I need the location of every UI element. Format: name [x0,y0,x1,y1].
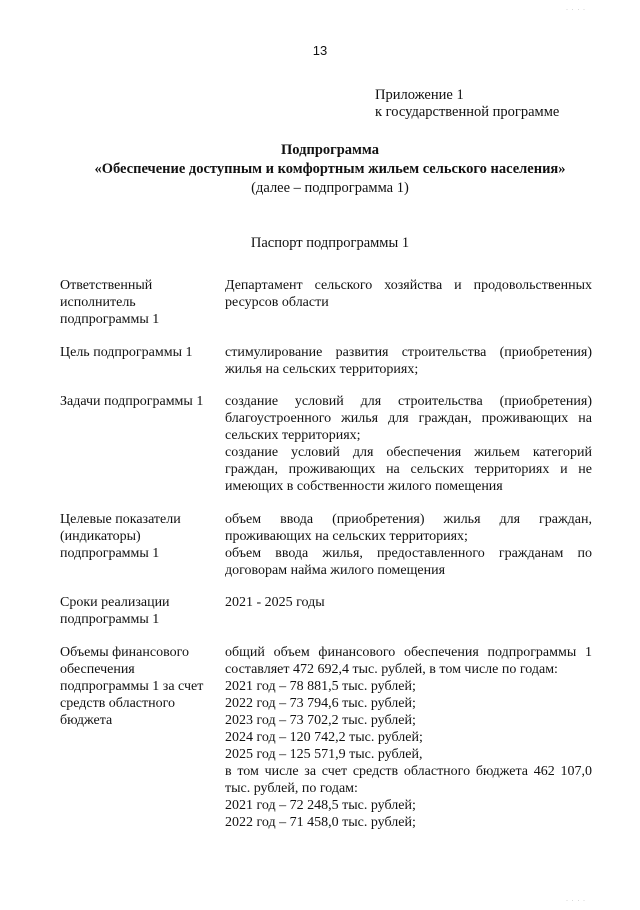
subprogram-title [40,141,620,198]
label-line: подпрограммы 1 за счет [60,679,204,694]
value-paragraph: 2023 год – 73 702,2 тыс. рублей; [225,713,416,728]
value-paragraph: стимулирование развития строительства (приобретения) жилья на сельских территориях; [225,345,592,377]
value-paragraph: создание условий для строительства (приобретения) благоустроенного жилья для граждан, проживающих на сельских территориях; [225,394,592,443]
row-label [60,277,225,328]
row-value [225,644,592,831]
row-value [225,511,592,579]
row-label [60,393,225,410]
value-paragraph: 2021 год – 78 881,5 тыс. рублей; [225,679,416,694]
passport-row-goal [60,344,592,378]
row-value [225,393,592,495]
passport-row-responsible [60,277,592,328]
label-line: Ответственный [60,278,153,293]
row-label [60,344,225,361]
value-paragraph: в том числе за счет средств областного бюджета 462 107,0 тыс. рублей, по годам: [225,764,592,796]
passport-row-tasks [60,393,592,495]
value-paragraph: общий объем финансового обеспечения подпрограммы 1 составляет 472 692,4 тыс. рублей, в том числе по годам: [225,645,592,677]
label-line: обеспечения [60,662,135,677]
appendix-line-1: Приложение 1 [375,87,464,103]
appendix-note [375,87,615,121]
value-paragraph: 2021 год – 72 248,5 тыс. рублей; [225,798,416,813]
scan-mark-top: · · · · [566,7,586,13]
appendix-line-2: к государственной программе [375,104,560,120]
passport-table [60,277,592,831]
value-paragraph: объем ввода (приобретения) жилья для граждан, проживающих на сельских территориях; [225,512,592,544]
value-paragraph: 2024 год – 120 742,2 тыс. рублей; [225,730,423,745]
title-line-3: (далее – подпрограмма 1) [251,180,409,196]
label-line: бюджета [60,713,113,728]
passport-row-timeline [60,594,592,628]
passport-row-financing [60,644,592,831]
title-line-2: «Обеспечение доступным и комфортным жильем сельского населения» [94,161,566,177]
label-line: (индикаторы) [60,529,141,544]
row-value [225,594,592,611]
title-line-1: Подпрограмма [281,142,379,158]
label-line: подпрограммы 1 [60,312,160,327]
value-paragraph: 2021 - 2025 годы [225,595,325,610]
label-line: Объемы финансового [60,645,189,660]
scan-mark-bottom: · · · · [566,898,586,904]
page-number: 13 [312,43,328,58]
label-line: подпрограммы 1 [60,546,160,561]
passport-row-indicators [60,511,592,579]
label-line: средств областного [60,696,176,711]
label-line: Сроки реализации [60,595,170,610]
passport-heading: Паспорт подпрограммы 1 [250,235,410,251]
row-label [60,594,225,628]
value-paragraph: 2022 год – 73 794,6 тыс. рублей; [225,696,416,711]
label-line: исполнитель [60,295,136,310]
label-line: подпрограммы 1 [60,612,160,627]
value-paragraph: 2022 год – 71 458,0 тыс. рублей; [225,815,416,830]
label-line: Целевые показатели [60,512,181,527]
row-value [225,277,592,311]
row-label [60,511,225,562]
value-paragraph: 2025 год – 125 571,9 тыс. рублей, [225,747,423,762]
value-paragraph: объем ввода жилья, предоставленного гражданам по договорам найма жилого помещения [225,546,592,578]
value-paragraph: создание условий для обеспечения жильем категорий граждан, проживающих на сельских территориях и не имеющих в собственности жилого помещения [225,445,592,494]
row-label [60,644,225,729]
label-line: Задачи подпрограммы 1 [60,394,204,409]
label-line: Цель подпрограммы 1 [60,345,193,360]
row-value [225,344,592,378]
value-paragraph: Департамент сельского хозяйства и продовольственных ресурсов области [225,278,592,310]
